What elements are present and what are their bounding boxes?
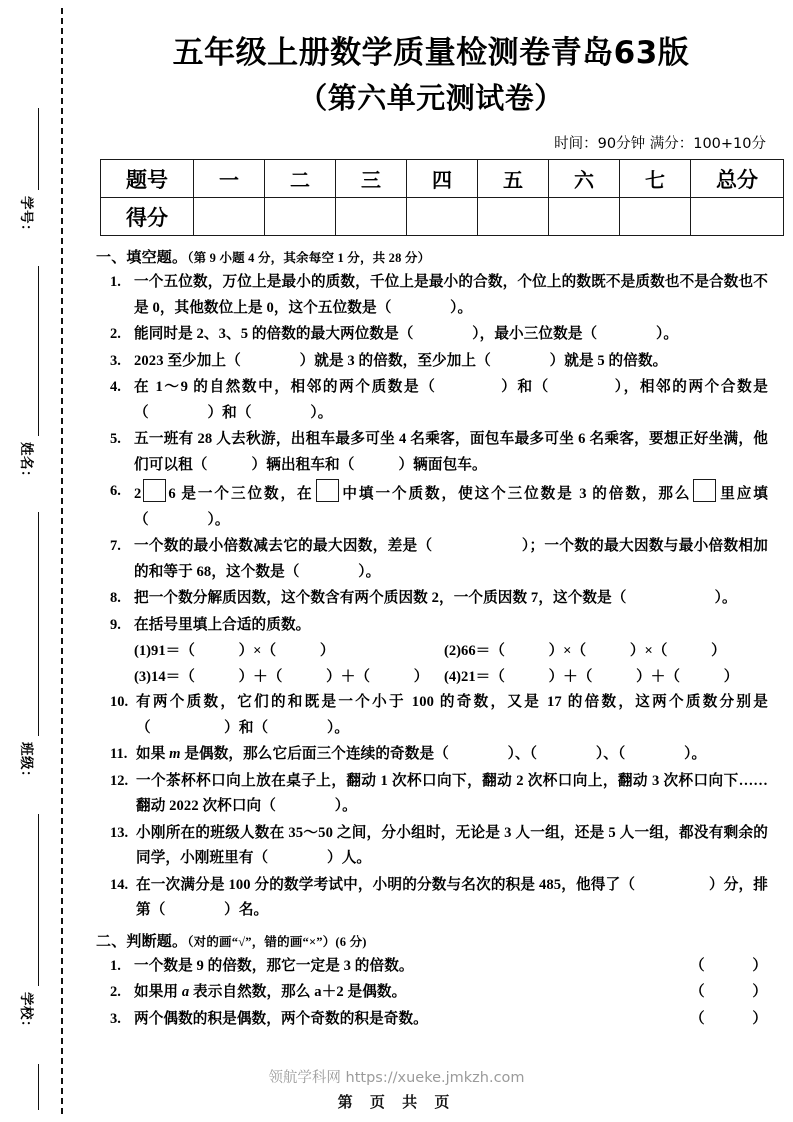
section-title: 一、填空题。 <box>96 250 188 266</box>
score-table-row-header: 题号 <box>101 160 194 198</box>
question-number: 1. <box>110 274 121 290</box>
answer-box[interactable] <box>316 479 339 502</box>
variable-m: m <box>169 746 181 762</box>
subitem: (2)66＝（ ）×（ ）×（ ） <box>444 643 726 659</box>
question-text-part-c: 中填一个质数，使这个三位数是 3 的倍数，那么 <box>340 486 692 502</box>
score-input-cell[interactable] <box>265 198 336 236</box>
section-title: 二、判断题。 <box>96 933 188 950</box>
margin-rule-segment-3 <box>38 512 39 736</box>
question-text: 在括号里填上合适的质数。 <box>134 616 311 633</box>
question-text: 2023 至少加上（ ）就是 3 的倍数，至少加上（ ）就是 5 的倍数。 <box>134 352 668 369</box>
score-input-cell[interactable] <box>336 198 407 236</box>
question-item <box>96 690 768 741</box>
question-text: 把一个数分解质因数，这个数含有两个质因数 2，一个质因数 7，这个数是（ ）。 <box>134 590 737 606</box>
question-number: 6. <box>110 483 121 499</box>
question-item <box>96 821 768 872</box>
margin-label-class: 班级： <box>18 742 34 784</box>
section-heading-fill-in-blank <box>96 246 768 267</box>
score-input-cell[interactable] <box>407 198 478 236</box>
score-table-cell: 四 <box>407 160 478 198</box>
score-input-cell[interactable] <box>620 198 691 236</box>
question-item <box>96 479 768 533</box>
question-text-suffix: 表示自然数，那么 a＋2 是偶数。 <box>189 984 407 1000</box>
question-item <box>96 375 768 426</box>
score-table-cell: 三 <box>336 160 407 198</box>
question-item <box>96 1007 768 1033</box>
score-table-cell: 六 <box>549 160 620 198</box>
question-text-part-d: 里应填（ ）。 <box>134 486 768 528</box>
question-text <box>134 980 768 1006</box>
question-number: 8. <box>110 590 121 606</box>
margin-label-school: 学校： <box>18 992 34 1034</box>
question-item <box>96 613 768 639</box>
question-number: 1. <box>110 957 121 974</box>
question-text: 一个数的最小倍数减去它的最大因数，差是（ ）；一个数的最大因数与最小倍数相加的和等于 68，这个数是（ ）。 <box>134 538 768 580</box>
question-text: 小刚所在的班级人数在 35～50 之间，分小组时，无论是 3 人一组，还是 5 人一组，都没有剩余的同学，小刚班里有（ ）人。 <box>136 824 768 866</box>
question-text-prefix: 如果 <box>136 746 170 762</box>
margin-dashed-divider <box>61 8 63 1114</box>
question-text: 五一班有 28 人去秋游，出租车最多可坐 4 名乘客，面包车最多可坐 6 名乘客，要想正好坐满，他们可以租（ ）辆出租车和（ ）辆面包车。 <box>134 431 768 473</box>
question-statement: 一个数是 9 的倍数，那它一定是 3 的倍数。 <box>134 957 414 974</box>
question-item <box>96 980 768 1006</box>
answer-box[interactable] <box>143 479 166 502</box>
question-text: 一个茶杯杯口向上放在桌子上，翻动 1 次杯口向下，翻动 2 次杯口向上，翻动 3 次杯口向下……翻动 2022 次杯口向（ ）。 <box>136 772 768 814</box>
question-number: 3. <box>110 352 121 369</box>
question-text-prefix: 如果用 <box>134 984 182 1000</box>
page-subtitle: （第六单元测试卷） <box>298 81 564 115</box>
section-heading-true-false <box>96 930 768 951</box>
question-9-subitems <box>96 639 768 690</box>
question-item <box>96 954 768 980</box>
page-footer <box>0 1068 793 1114</box>
section-points: （第 9 小题 4 分，其余每空 1 分，共 28 分） <box>187 251 431 265</box>
question-item <box>96 586 768 612</box>
score-table-row-header: 得分 <box>101 198 194 236</box>
answer-paren[interactable]: （ ） <box>690 957 768 974</box>
question-number: 9. <box>110 616 121 633</box>
exam-meta-info: 时间：90分钟 满分：100+10分 <box>554 136 766 152</box>
question-body <box>86 246 776 1032</box>
score-input-cell[interactable] <box>549 198 620 236</box>
question-number: 2. <box>110 984 121 1000</box>
question-number: 13. <box>110 824 129 841</box>
question-text-suffix: 是偶数，那么它后面三个连续的奇数是（ ）、（ ）、（ ）。 <box>180 746 707 762</box>
margin-rule-segment-4 <box>38 814 39 986</box>
subitem-column-right <box>444 639 764 690</box>
margin-label-student-id: 学号： <box>18 196 34 238</box>
score-table-cell: 五 <box>478 160 549 198</box>
title-block <box>86 0 776 120</box>
answer-paren[interactable]: （ ） <box>690 1010 768 1027</box>
question-item <box>96 769 768 820</box>
score-table-cell-total: 总分 <box>691 160 784 198</box>
question-text: 一个五位数，万位上是最小的质数，千位上是最小的合数，个位上的数既不是质数也不是合数也不是 0，其他数位上是 0，这个五位数是（ ）。 <box>134 274 768 316</box>
question-text-part-b: 6 是一个三位数，在 <box>168 486 314 502</box>
page-title: 五年级上册数学质量检测卷青岛63版 <box>172 35 690 71</box>
margin-rule-segment-2 <box>38 266 39 436</box>
table-row <box>101 160 784 198</box>
question-number: 12. <box>110 772 129 789</box>
question-item <box>96 322 768 348</box>
subitem: (3)14＝（ ）＋（ ）＋（ ） <box>134 668 429 685</box>
question-text <box>136 742 768 768</box>
question-text <box>134 1007 768 1033</box>
margin-label-name: 姓名： <box>18 442 34 484</box>
subitem-column-left <box>110 639 444 690</box>
question-number: 10. <box>110 694 129 710</box>
question-item <box>96 742 768 768</box>
question-item <box>96 349 768 375</box>
question-text: 在一次满分是 100 分的数学考试中，小明的分数与名次的积是 485，他得了（ ）分，排第（ ）名。 <box>136 876 768 918</box>
score-table-cell: 二 <box>265 160 336 198</box>
answer-box[interactable] <box>693 479 716 502</box>
exam-sheet <box>86 0 776 1122</box>
watermark-text: 领航学科网 https://xueke.jmkzh.com <box>268 1070 525 1086</box>
question-number: 3. <box>110 1010 121 1027</box>
score-table-cell: 一 <box>194 160 265 198</box>
question-item <box>96 873 768 924</box>
score-input-cell-total[interactable] <box>691 198 784 236</box>
table-row <box>101 198 784 236</box>
question-text <box>134 479 768 533</box>
question-text <box>134 954 768 980</box>
question-number: 7. <box>110 538 121 554</box>
section-points: （对的画“√”，错的画“×”）(6 分) <box>187 934 367 949</box>
score-input-cell[interactable] <box>478 198 549 236</box>
question-text: 能同时是 2、3、5 的倍数的最大两位数是（ ），最小三位数是（ ）。 <box>134 326 679 342</box>
answer-paren[interactable]: （ ） <box>690 984 768 1000</box>
question-number: 14. <box>110 876 129 893</box>
question-text-part-a: 2 <box>134 486 142 502</box>
question-statement <box>134 980 406 1006</box>
variable-a: a <box>181 984 190 1000</box>
question-item <box>96 270 768 321</box>
question-number: 5. <box>110 431 121 447</box>
question-text: 在 1～9 的自然数中，相邻的两个质数是（ ）和（ ），相邻的两个合数是（ ）和（ ）。 <box>134 379 768 421</box>
subitem: (4)21＝（ ）＋（ ）＋（ ） <box>444 668 739 685</box>
score-table-cell: 七 <box>620 160 691 198</box>
question-item <box>96 534 768 585</box>
question-number: 4. <box>110 379 121 395</box>
question-number: 11. <box>110 746 128 762</box>
question-text: 有两个质数，它们的和既是一个小于 100 的奇数，又是 17 的倍数，这两个质数分别是（ ）和（ ）。 <box>136 694 768 736</box>
margin-rule-segment-1 <box>38 108 39 190</box>
page-number-text: 第 页 共 页 <box>337 1093 456 1111</box>
question-item <box>96 427 768 478</box>
score-input-cell[interactable] <box>194 198 265 236</box>
question-statement: 两个偶数的积是偶数，两个奇数的积是奇数。 <box>134 1010 428 1027</box>
subitem: (1)91＝（ ）×（ ） <box>134 643 335 659</box>
score-table <box>100 159 784 236</box>
question-number: 2. <box>110 326 121 342</box>
